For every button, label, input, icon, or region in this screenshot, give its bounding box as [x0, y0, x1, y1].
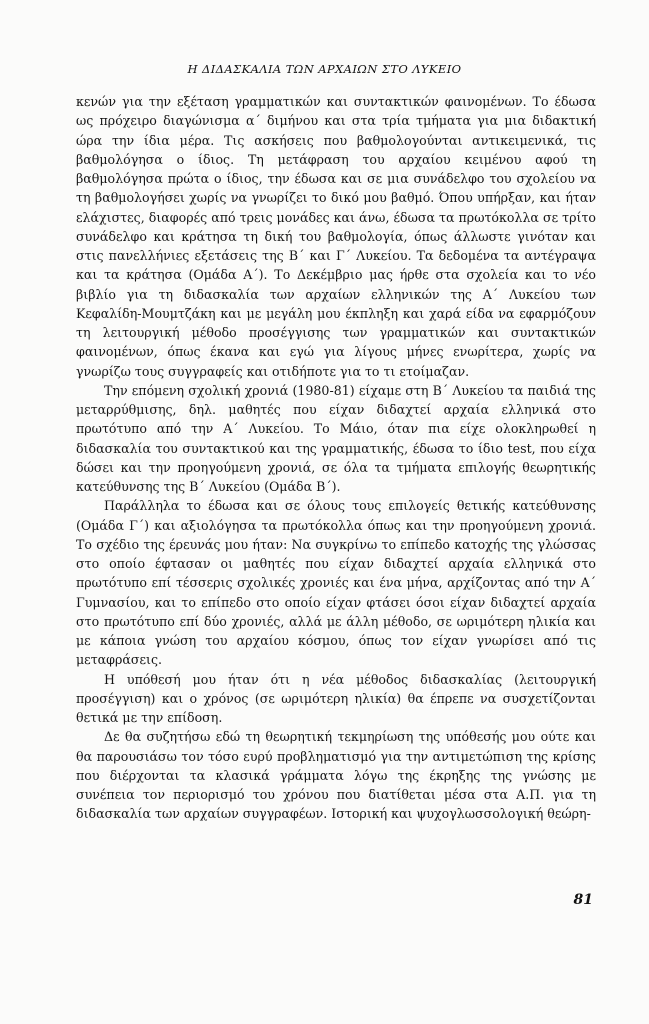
- body-text: [76, 92, 596, 824]
- paragraph-5: Δε θα συζητήσω εδώ τη θεωρητική τεκμηρίωση της υπόθεσής μου ούτε και θα παρουσιάσω τον τόσο ευρύ προβληματισμό για την αντιμετώπιση της κρίσης που διέρχονται τα κλασικά γράμματα λόγω της έκρηξης της γνώσης με συνέπεια τον περιορισμό του χρόνου που διατίθεται μέσα στα Α.Π. για τη διδασκαλία των αρχαίων συγγραφέων. Ιστορική και ψυχογλωσσολογική θεώρη-: [76, 729, 596, 822]
- paragraph-3: Παράλληλα το έδωσα και σε όλους τους επιλογείς θετικής κατεύθυνσης (Ομάδα Γ΄) και αξιολόγησα τα πρωτόκολλα όπως και την προηγούμενη χρονιά. Το σχέδιο της έρευνάς μου ήταν: Να συγκρίνω το επίπεδο κατοχής της γλώσσας στο οποίο έφτασαν οι μαθητές που είχαν διδαχτεί αρχαία ελληνικά στο πρωτότυπο επί τέσσερις σχολικές χρονιές και ένα μήνα, αρχίζοντας από την Α΄ Γυμνασίου, και το επίπεδο στο οποίο είχαν φτάσει όσοι είχαν διδαχτεί αρχαία στο πρωτότυπο επί δύο χρονιές, αλλά με άλλη μέθοδο, σε ωριμότερη ηλικία και με κάποια γνώση του αρχαίου κόσμου, όπως τον είχαν γνωρίσει από τις μεταφράσεις.: [76, 498, 596, 668]
- running-header: Η ΔΙΔΑΣΚΑΛΙΑ ΤΩΝ ΑΡΧΑΙΩΝ ΣΤΟ ΛΥΚΕΙΟ: [187, 62, 462, 76]
- paragraph-1: κενών για την εξέταση γραμματικών και συντακτικών φαινομένων. Το έδωσα ως πρόχειρο διαγώνισμα α΄ διμήνου και στα τρία τμήματα για μια διδακτική ώρα την ίδια μέρα. Τις ασκήσεις που βαθμολογούνται αντικειμενικά, τις βαθμολόγησα ο ίδιος. Τη μετάφραση του αρχαίου κειμένου αφού τη βαθμολόγησα πρώτα ο ίδιος, την έδωσα και σε μια συνάδελφο του σχολείου να τη βαθμολογήσει χωρίς να γνωρίζει το δικό μου βαθμό. Όπου υπήρξαν, και ήταν ελάχιστες, διαφορές από τρεις μονάδες και άνω, έδωσα τα πρωτόκολλα σε τρίτο συνάδελφο και κράτησα τη δική του βαθμολογία, όπως άλλωστε γινόταν και στις πανελλήνιες εξετάσεις της Β΄ και Γ΄ Λυκείου. Τα δεδομένα τα αντέγραψα και τα κράτησα (Ομάδα Α΄). Το Δεκέμβριο μας ήρθε στα σχολεία και το νέο βιβλίο για τη διδασκαλία των αρχαίων ελληνικών της Α΄ Λυκείου των Κεφαλίδη-Μουμτζάκη και με μεγάλη μου έκπληξη και χαρά είδα να εφαρμόζουν τη λειτουργική μέθοδο προσέγγισης των γραμματικών και συντακτικών φαινομένων, όπως έκανα και εγώ για λίγους μήνες ενωρίτερα, χωρίς να γνωρίζω τους συγγραφείς και οτιδήποτε για το τι ετοίμαζαν.: [76, 94, 596, 379]
- paragraph-4: Η υπόθεσή μου ήταν ότι η νέα μέθοδος διδασκαλίας (λειτουργική προσέγγιση) και ο χρόνος (σε ωριμότερη ηλικία) θα έπρεπε να συσχετίζονται θετικά με την επίδοση.: [76, 671, 596, 725]
- page-number: 81: [573, 892, 593, 908]
- paragraph-2: Την επόμενη σχολική χρονιά (1980-81) είχαμε στη Β΄ Λυκείου τα παιδιά της μεταρρύθμισης, δηλ. μαθητές που είχαν διδαχτεί αρχαία ελληνικά στο πρωτότυπο από την Α΄ Λυκείου. Το Μάιο, όταν πια είχε ολοκληρωθεί η διδασκαλία του συντακτικού και της γραμματικής, έδωσα το ίδιο test, που είχα δώσει και την προηγούμενη χρονιά, σε όλα τα τμήματα επιλογής θεωρητικής κατεύθυνσης της Β΄ Λυκείου (Ομάδα Β΄).: [76, 382, 596, 494]
